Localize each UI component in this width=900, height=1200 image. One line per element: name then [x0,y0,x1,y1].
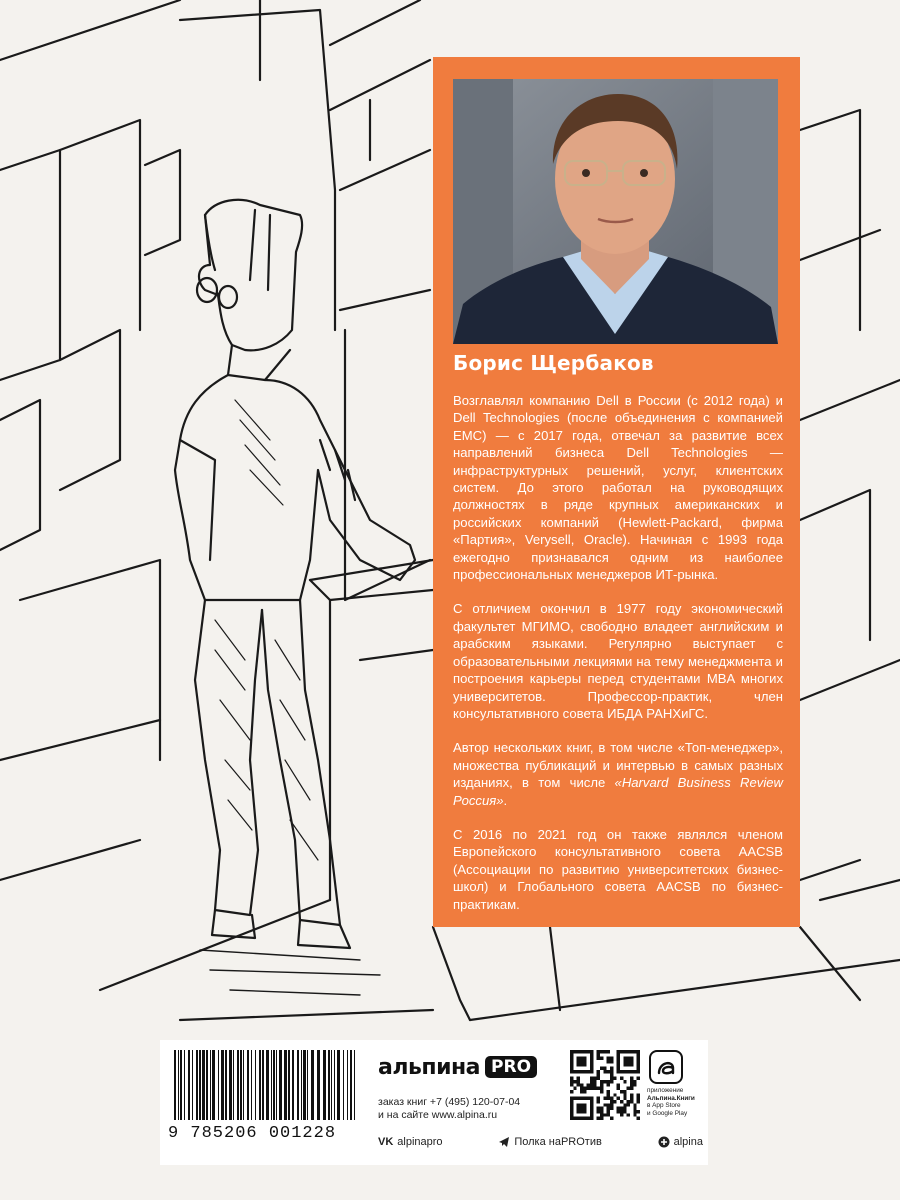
qr-module [610,1070,613,1073]
qr-module [633,1113,636,1116]
qr-module [620,1107,623,1110]
logo-text: альпина [378,1054,481,1080]
qr-module [597,1100,600,1103]
qr-module [630,1100,633,1103]
barcode-bar [212,1050,215,1120]
qr-module [613,1100,616,1103]
qr-module [617,1110,620,1113]
qr-module [607,1103,610,1106]
social-alpina-label: alpina [673,1136,703,1148]
qr-module [617,1083,620,1086]
barcode-bar [273,1050,275,1120]
bio-p3-italic: «Harvard Business Review Россия» [453,775,783,808]
qr-module [597,1097,600,1100]
qr-module [597,1117,600,1120]
qr-module [607,1057,610,1060]
barcode-bar [350,1050,352,1120]
qr-module [630,1087,633,1090]
qr-module [597,1077,600,1080]
qr-module [603,1113,606,1116]
barcode-bar [225,1050,227,1120]
qr-module [630,1080,633,1083]
qr-module [577,1083,580,1086]
qr-module [580,1090,583,1093]
qr-module [580,1087,583,1090]
qr-module [620,1077,623,1080]
qr-module [597,1107,600,1110]
qr-module [590,1083,593,1086]
app-text-3: в App Store [647,1102,681,1110]
barcode-bar [328,1050,330,1120]
barcode-bar [284,1050,287,1120]
qr-code-icon [570,1050,640,1120]
qr-module [600,1083,603,1086]
social-telegram[interactable] [498,1136,601,1148]
qr-module [613,1093,616,1096]
qr-module [610,1103,613,1106]
qr-module [600,1087,603,1090]
barcode-bar [192,1050,193,1120]
qr-module [593,1080,596,1083]
qr-module [633,1083,636,1086]
bio-p3-end: . [503,792,508,808]
barcode-bar [317,1050,320,1120]
barcode-bar [221,1050,224,1120]
qr-module [593,1087,596,1090]
qr-module [617,1087,620,1090]
qr-module [603,1097,606,1100]
barcode-bar [354,1050,355,1120]
vk-icon: VK [378,1136,394,1148]
qr-module [607,1113,610,1116]
qr-module [637,1077,640,1080]
barcode-bar [334,1050,335,1120]
barcode-bar [206,1050,208,1120]
qr-module [587,1087,590,1090]
barcode-bar [262,1050,264,1120]
barcode-bar [276,1050,277,1120]
author-portrait-icon [453,79,778,344]
qr-module [630,1093,633,1096]
qr-module [633,1110,636,1113]
barcode-bar [279,1050,282,1120]
author-bio [453,392,783,930]
qr-module [620,1090,623,1093]
app-text-4: и Google Play [647,1109,688,1117]
qr-module [623,1090,626,1093]
qr-module [580,1083,583,1086]
qr-module [610,1077,613,1080]
qr-module [577,1080,580,1083]
qr-module [603,1070,606,1073]
qr-module [627,1087,630,1090]
bio-paragraph-3 [453,739,783,809]
barcode-bar [297,1050,299,1120]
barcode-bar [218,1050,219,1120]
qr-module [570,1083,573,1086]
bio-paragraph-4: С 2016 по 2021 год он также являлся членом Европейского консультативного совета AACSB (Ассоциации по развитию университетских бизнес-школ) и Глобального совета AACSB по бизнес-практикам. [453,826,783,912]
social-links [378,1136,703,1148]
barcode-digits: 9 785206 001228 [168,1124,337,1143]
barcode-bar [199,1050,201,1120]
qr-module [623,1080,626,1083]
qr-module [570,1090,573,1093]
qr-module [583,1090,586,1093]
qr-module [570,1080,573,1083]
qr-module [617,1097,620,1100]
qr-module [603,1067,606,1070]
app-text-2: Альпина.Книги [647,1094,695,1102]
qr-module [607,1080,610,1083]
qr-module [607,1070,610,1073]
qr-module [620,1113,623,1116]
barcode-bar [259,1050,261,1120]
qr-module [607,1110,610,1113]
qr-module [597,1087,600,1090]
qr-module [627,1100,630,1103]
qr-module [623,1107,626,1110]
barcode-bar [271,1050,272,1120]
barcode-icon [172,1050,362,1120]
social-vk-label: alpinapro [397,1136,443,1148]
qr-module [590,1087,593,1090]
qr-module [593,1077,596,1080]
qr-module [597,1050,600,1053]
qr-module [600,1113,603,1116]
qr-module [600,1110,603,1113]
qr-module [573,1087,576,1090]
qr-module [577,1077,580,1080]
qr-module [583,1087,586,1090]
social-vk[interactable] [378,1136,443,1148]
qr-finder [577,1103,587,1113]
qr-module [633,1080,636,1083]
qr-module [610,1080,613,1083]
qr-module [610,1097,613,1100]
bio-p3-start: Автор нескольких книг, в том числе «Топ-менеджер», множества публикаций и интервью в самых разных изданиях, в том числе [453,740,783,791]
barcode-bar [331,1050,332,1120]
qr-module [633,1107,636,1110]
order-phone: заказ книг +7 (495) 120-07-04 [378,1096,521,1108]
qr-module [570,1077,573,1080]
qr-module [610,1067,613,1070]
qr-module [590,1080,593,1083]
qr-module [633,1103,636,1106]
qr-module [597,1053,600,1056]
qr-finder [577,1057,587,1067]
barcode-bar [301,1050,302,1120]
barcode-bar [174,1050,176,1120]
qr-module [607,1097,610,1100]
qr-module [607,1107,610,1110]
publisher-info-box [160,1040,708,1165]
social-telegram-label: Полка наPROтив [514,1136,602,1148]
qr-module [593,1083,596,1086]
qr-module [610,1057,613,1060]
qr-module [597,1110,600,1113]
bio-paragraph-1: Возглавлял компанию Dell в России (с 2012 года) и Dell Technologies (после объединения с компанией EMC) — с 2017 года, отвечал за развитие всех направлений бизнеса Dell Technologies — инфраструктурных решений, услуг, клиентских систем. До этого работал на руководящих должностях в ряде крупных американских и российских компаний (Hewlett-Packard, фирма «Партия», Verysell, Oracle). Начиная с 1993 года ежегодно признавался одним из наиболее профессиональных менеджеров ИТ-рынка. [453,393,783,583]
barcode-bar [240,1050,242,1120]
qr-module [637,1100,640,1103]
qr-module [603,1050,606,1053]
qr-module [620,1110,623,1113]
qr-module [637,1110,640,1113]
telegram-icon [498,1136,510,1148]
qr-module [600,1080,603,1083]
barcode-bar [266,1050,269,1120]
barcode-bar [210,1050,211,1120]
barcode-bar [323,1050,326,1120]
barcode-bar [255,1050,256,1120]
qr-module [610,1117,613,1120]
order-site: и на сайте www.alpina.ru [378,1109,498,1121]
barcode-bar [188,1050,190,1120]
barcode-bar [202,1050,205,1120]
barcode-bar [303,1050,306,1120]
barcode-bar [229,1050,232,1120]
qr-module [610,1107,613,1110]
barcode-bar [251,1050,252,1120]
barcode-bar [307,1050,308,1120]
qr-module [637,1117,640,1120]
bio-paragraph-2: С отличием окончил в 1977 году экономический факультет МГИМО, свободно владеет английским и арабским языками. Регулярно выступает с образовательными лекциями на тему менеджмента и построения карьеры перед студентами MBA многих университетов. Профессор-практик, член консультативного совета ИБДА РАНХиГС. [453,601,783,721]
qr-module [600,1107,603,1110]
barcode-bar [180,1050,182,1120]
qr-module [597,1057,600,1060]
qr-module [607,1050,610,1053]
qr-module [637,1093,640,1096]
qr-module [623,1110,626,1113]
qr-module [603,1080,606,1083]
qr-module [613,1077,616,1080]
qr-module [637,1097,640,1100]
barcode-bar [247,1050,249,1120]
circle-plus-icon [658,1136,670,1148]
app-promo [647,1050,702,1117]
qr-module [597,1073,600,1076]
barcode-bar [292,1050,294,1120]
qr-module [587,1083,590,1086]
qr-module [597,1070,600,1073]
barcode-bar [196,1050,198,1120]
author-name: Борис Щербаков [453,351,654,375]
qr-module [630,1097,633,1100]
barcode-bar [178,1050,179,1120]
qr-module [607,1060,610,1063]
barcode-bar [184,1050,185,1120]
qr-module [600,1090,603,1093]
order-info [378,1096,520,1122]
qr-module [607,1093,610,1096]
barcode-bar [311,1050,314,1120]
qr-module [600,1057,603,1060]
qr-module [623,1097,626,1100]
author-photo [453,79,778,344]
qr-module [627,1113,630,1116]
qr-module [607,1083,610,1086]
qr-module [603,1103,606,1106]
qr-finder [623,1057,633,1067]
author-panel [433,57,800,927]
barcode-bar [343,1050,344,1120]
barcode-bar [237,1050,239,1120]
app-text-1: приложение [647,1087,684,1094]
barcode-bar [288,1050,290,1120]
qr-module [610,1060,613,1063]
social-alpina[interactable] [658,1136,703,1148]
qr-module [630,1077,633,1080]
qr-module [627,1103,630,1106]
qr-module [620,1100,623,1103]
barcode-bar [243,1050,244,1120]
qr-module [630,1083,633,1086]
qr-module [600,1117,603,1120]
qr-module [600,1050,603,1053]
qr-module [590,1077,593,1080]
qr-module [610,1073,613,1076]
logo-badge: PRO [485,1056,537,1078]
alpina-app-icon [649,1050,683,1084]
app-text [647,1087,702,1117]
qr-module [607,1090,610,1093]
qr-module [600,1067,603,1070]
barcode-bar [233,1050,234,1120]
barcode-bar [347,1050,348,1120]
qr-module [623,1103,626,1106]
publisher-logo [378,1052,537,1082]
qr-module [623,1093,626,1096]
qr-module [610,1100,613,1103]
qr-module [617,1107,620,1110]
barcode-bar [337,1050,340,1120]
qr-module [573,1080,576,1083]
